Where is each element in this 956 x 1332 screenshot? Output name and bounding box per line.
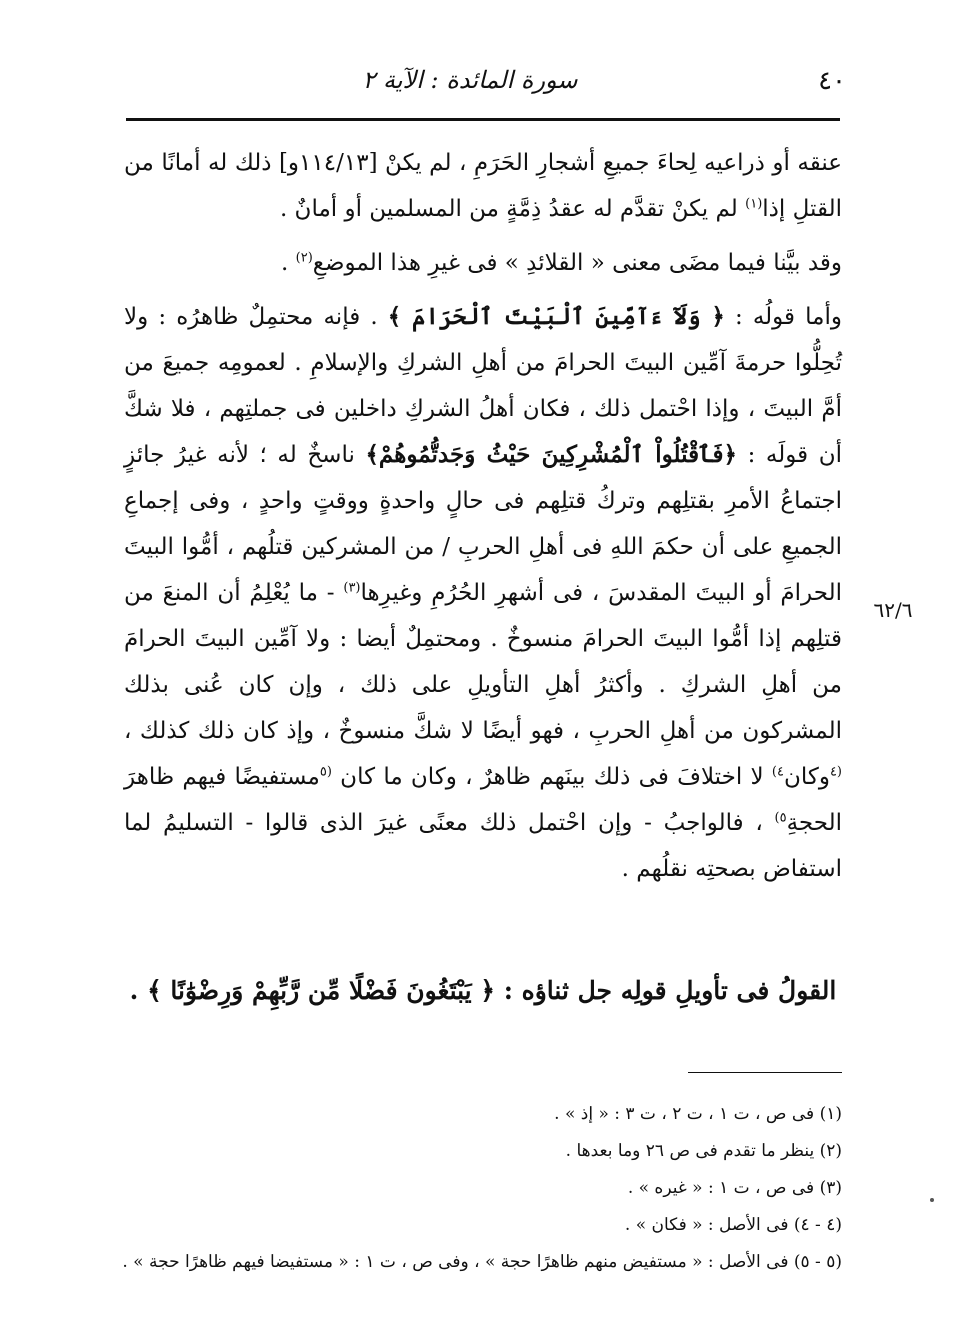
- paragraph-2-text-b: .: [281, 250, 296, 276]
- quran-verse-2: ﴿فَٱقْتُلُواْ ٱلْمُشْرِكِينَ حَيْثُ وَجَدتُّمُوهُمْ﴾: [365, 441, 738, 468]
- footnote-4: (٤ - ٤) فى الأصل : « فكان » .: [624, 1215, 842, 1235]
- footnote-ref-2: (٢): [295, 250, 313, 266]
- header-rule: [126, 118, 840, 121]
- paragraph-1-text-a: عنقه أو ذراعيه لِحاءَ جميعِ أشجارِ الحَرَمِ ، لم يكنْ [١١٤/١٣و] ذلك له أمانًا من القتلِ إذا: [124, 150, 842, 222]
- footnote-1: (١) فى ص ، ت ١ ، ت ٢ ، ت ٣ : « إذ » .: [554, 1104, 842, 1124]
- section-heading: القولُ فى تأويلِ قولِه جل ثناؤه : ﴿ يَبْتَغُونَ فَضْلًا مِّن رَّبِّهِمْ وَرِضْوَٰنًا ﴾ .: [129, 976, 837, 1005]
- paragraph-2-text-a: وقد بيَّنا فيما مضَى معنى « القلائدِ » فى غيرِ هذا الموضعِ: [312, 250, 842, 276]
- page-speck: [930, 1198, 934, 1202]
- quran-verse-1: ﴿ وَلَآ ءَآمِّينَ ٱلْبَيْتَ ٱلْحَرَامَ ﴾: [387, 303, 725, 330]
- footnote-2: (٢) ينظر ما تقدم فى ص ٢٦ وما بعدها .: [565, 1141, 842, 1161]
- paragraph-1: [124, 140, 842, 232]
- footnote-ref-4-open: (٤: [829, 764, 842, 780]
- paragraph-3-text-3: - ما يُعْلِمُ أن المنعَ من قتلِهم إذا أمُّوا البيتَ الحرامَ منسوخٌ . ومحتمِلٌ أيضا : ولا آمِّين البيتَ الحرامَ من أهلِ الشركِ . وأكثرُ أهلِ التأويلِ على ذلك ، وإن كان عُنى بذلك المشركون من أهلِ الحربِ ، فهو أيضًا لا شكَّ منسوخٌ ، وإذ كان ذلك كذلك ،: [124, 580, 842, 744]
- footnote-5: (٥ - ٥) فى الأصل : « مستفيض منهم ظاهرًا حجة » ، وفى ص ، ت ١ : « مستفيضا فيهم ظاهرًا حجة » .: [122, 1252, 842, 1272]
- footnotes: [120, 1096, 842, 1281]
- footnote-rule: [688, 1072, 842, 1073]
- footnote-ref-5-close: ٥): [774, 810, 787, 826]
- paragraph-3-intro: وأما قولُه :: [724, 304, 842, 330]
- footnote-3: (٣) فى ص ، ت ١ : « غيره » .: [627, 1178, 842, 1198]
- running-header-title: سورة المائدة : الآية ٢: [362, 66, 578, 94]
- paragraph-1-text-b: لم يكنْ تقدَّم له عقدُ ذِمَّةٍ من المسلمين أو أمانٌ .: [279, 196, 746, 222]
- marginal-page-reference: ٦٢/٦: [873, 598, 913, 622]
- paragraph-3-text-5: لا اختلافَ فى ذلك بينَهم ظاهرٌ ، وكان ما كان: [331, 764, 772, 790]
- paragraph-3-text-7: ، فالواجبُ - وإن احْتمل ذلك معنًى غيرَ الذى قالوا - التسليمُ لما استفاض بصحتِه نقلُهم .: [124, 810, 842, 882]
- paragraph-3-text-1: . فإنه محتمِلٌ ظاهرُه : ولا تُحِلُّوا حرمةَ آمِّين البيتَ الحرامَ من أهلِ الشركِ والإسلامِ . لعمومِه جميعَ من أمَّ البيتَ ، وإذا احْتمل ذلك ، فكان أهلُ الشركِ داخلين فى جملتِهم ، فلا شكَّ أن قولَه :: [124, 304, 842, 468]
- paragraph-3-text-4: وكان: [783, 764, 830, 790]
- footnote-ref-1: (١): [745, 196, 763, 212]
- paragraph-3-text-2: ناسخٌ له ؛ لأنه غيرُ جائزٍ اجتماعُ الأمرِ بقتلِهم وتركُ قتلِهم فى حالٍ واحدةٍ ووقتٍ واحدٍ ، وفى إجماعِ الجميعِ على أن حكمَ اللهِ فى أهلِ الحربِ / من المشركين قتلُهم ، أمُّوا البيتَ الحرامَ أو البيتَ المقدسَ ، فى أشهرِ الحُرُمِ وغيرِها: [124, 442, 842, 606]
- footnote-ref-5-open: (٥: [319, 764, 332, 780]
- footnote-ref-4-close: ٤): [771, 764, 784, 780]
- paragraph-2: [124, 240, 842, 286]
- paragraph-3: [124, 294, 842, 892]
- paragraph-3-text-6: مستفيضًا فيهم ظاهرَ الحجةِ: [124, 764, 842, 836]
- page-number: ٤٠: [818, 66, 846, 96]
- main-text: [124, 140, 842, 892]
- footnote-ref-3: (٣): [343, 580, 361, 596]
